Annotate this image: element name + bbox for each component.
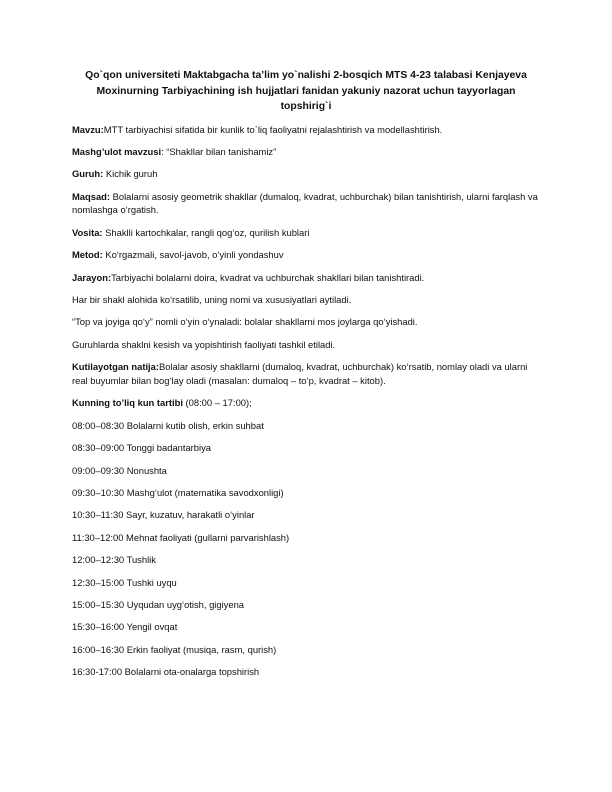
field-lesson-topic <box>72 145 540 159</box>
field-text: Kichik guruh <box>103 168 158 180</box>
field-topic <box>72 123 540 137</box>
schedule-heading-label: Kunning to’liq kun tartibi <box>72 397 183 409</box>
title-line: topshirig`i <box>280 101 332 112</box>
field-label: Guruh: <box>72 168 104 180</box>
field-label: Mavzu: <box>72 123 104 135</box>
schedule-item: 12:00–12:30 Tushlik <box>72 554 156 566</box>
title-line: Qo`qon universiteti Maktabgacha ta’lim yo`nalishi 2-bosqich MTS 4-23 talabasi Kenjayeva <box>85 70 527 81</box>
schedule-item: 16:00–16:30 Erkin faoliyat (musiqa, rasm, qurish) <box>72 643 277 655</box>
schedule-heading-text: (08:00 – 17:00); <box>182 397 252 409</box>
process-line: Guruhlarda shaklni kesish va yopishtirish faoliyati tashkil etiladi. <box>72 338 336 350</box>
field-group <box>72 167 540 181</box>
field-label: Metod: <box>72 249 103 261</box>
schedule-item: 16:30-17:00 Bolalarni ota-onalarga topshirish <box>72 666 260 678</box>
schedule-item: 08:00–08:30 Bolalarni kutib olish, erkin suhbat <box>72 419 264 431</box>
field-label: Mashg’ulot mavzusi <box>72 145 162 157</box>
schedule-item: 12:30–15:00 Tushki uyqu <box>72 576 177 588</box>
field-text: Bolalar asosiy shakllarni (dumaloq, kvadrat, uchburchak) ko‘rsatib, nomlay oladi va ularni real buyumlar bilan bog‘lay oladi (masalan: dumaloq – to‘p, kvadrat – kitob). <box>72 361 528 386</box>
field-text: Ko‘rgazmali, savol-javob, o‘yinli yondashuv <box>102 249 284 261</box>
title-line: Moxinurning Tarbiyachining ish hujjatlari fanidan yakuniy nazorat uchun tayyorlagan <box>96 85 516 97</box>
process-line: “Top va joyiga qo‘y” nomli o‘yin o‘ynaladi: bolalar shakllarni mos joylarga qo‘yishadi. <box>72 316 418 328</box>
schedule-item: 11:30–12:00 Mehnat faoliyati (gullarni parvarishlash) <box>72 531 290 543</box>
field-materials <box>72 226 540 240</box>
field-label: Maqsad: <box>72 190 111 202</box>
field-text: : “Shakllar bilan tanishamiz” <box>161 145 277 157</box>
field-process <box>72 271 540 285</box>
field-text: Bolalarni asosiy geometrik shakllar (dumaloq, kvadrat, uchburchak) bilan tanishtirish, ularni farqlash va nomlashga o‘rgatish. <box>72 190 538 216</box>
field-text: MTT tarbiyachisi sifatida bir kunlik to`liq faoliyatni rejalashtirish va modellashtirish. <box>103 123 443 135</box>
field-goal <box>72 190 540 218</box>
process-line: Har bir shakl alohida ko‘rsatilib, uning nomi va xususiyatlari aytiladi. <box>72 294 352 306</box>
field-expected-result <box>72 360 540 388</box>
field-label: Kutilayotgan natija: <box>72 361 159 373</box>
schedule-item: 15:00–15:30 Uyqudan uyg‘otish, gigiyena <box>72 598 245 610</box>
schedule-item: 08:30–09:00 Tonggi badantarbiya <box>72 442 212 454</box>
schedule-item: 09:30–10:30 Mashg‘ulot (matematika savodxonligi) <box>72 486 284 498</box>
schedule-item: 09:00–09:30 Nonushta <box>72 464 167 476</box>
field-text: Shaklli kartochkalar, rangli qog‘oz, qurilish kublari <box>102 226 310 238</box>
document-page <box>72 68 540 687</box>
field-text: Tarbiyachi bolalarni doira, kvadrat va uchburchak shakllari bilan tanishtiradi. <box>111 271 425 283</box>
document-title <box>72 68 540 115</box>
schedule-heading <box>72 396 540 410</box>
field-label: Jarayon: <box>72 271 112 283</box>
field-label: Vosita: <box>72 226 103 238</box>
schedule-item: 15:30–16:00 Yengil ovqat <box>72 621 178 633</box>
field-method <box>72 248 540 262</box>
schedule-item: 10:30–11:30 Sayr, kuzatuv, harakatli o‘yinlar <box>72 509 255 521</box>
